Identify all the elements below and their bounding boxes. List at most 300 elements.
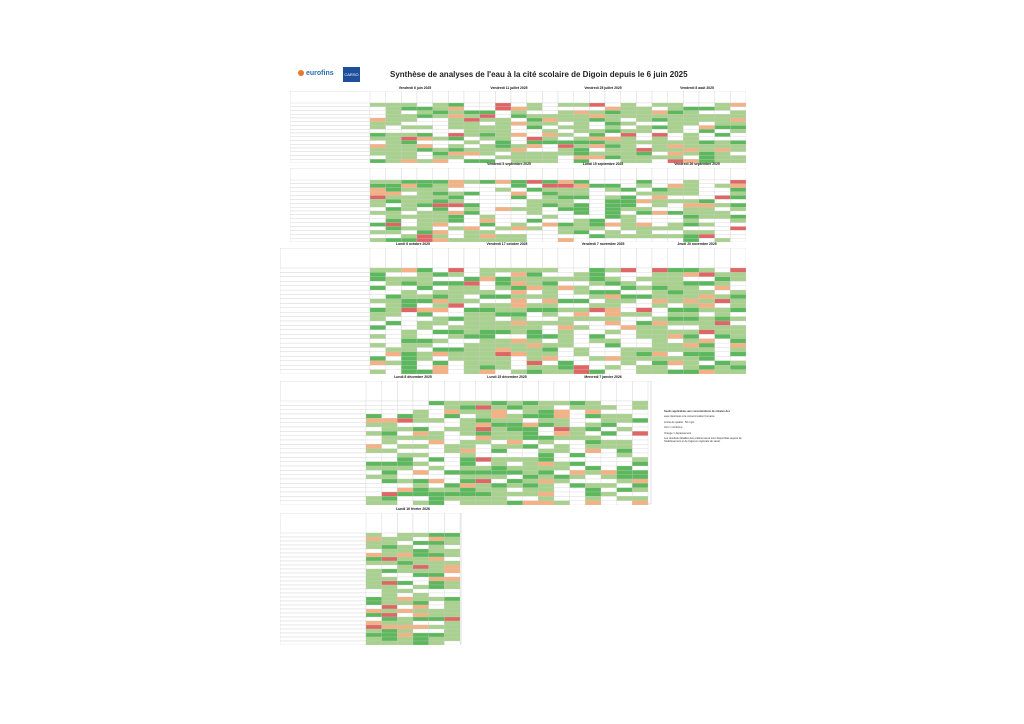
data-cell <box>683 215 699 219</box>
data-cell <box>366 410 382 414</box>
data-cell <box>527 152 543 156</box>
column-header-cell <box>585 381 601 401</box>
data-cell <box>429 496 445 500</box>
data-cell <box>574 184 590 188</box>
column-header-cell <box>413 513 429 533</box>
data-cell <box>558 103 574 107</box>
data-cell <box>523 414 539 418</box>
data-cell <box>730 192 746 196</box>
data-cell <box>574 144 590 148</box>
data-cell <box>574 365 590 369</box>
data-cell <box>511 321 527 325</box>
data-cell <box>401 203 417 207</box>
data-cell <box>417 352 433 356</box>
data-cell <box>730 321 746 325</box>
data-cell <box>413 569 429 573</box>
data-cell <box>605 303 621 307</box>
row-label-cell <box>290 152 370 156</box>
data-cell <box>621 339 637 343</box>
row-label-cell <box>280 436 366 440</box>
data-cell <box>386 141 402 145</box>
data-cell <box>417 286 433 290</box>
data-cell <box>715 111 731 115</box>
data-cell <box>683 356 699 360</box>
data-cell <box>683 230 699 234</box>
data-cell <box>527 230 543 234</box>
row-label-cell <box>290 118 370 122</box>
data-cell <box>715 234 731 238</box>
data-cell <box>511 141 527 145</box>
data-cell <box>370 299 386 303</box>
note-line: Orange = dépassement <box>664 431 692 435</box>
column-header-cell <box>417 91 433 103</box>
data-cell <box>386 207 402 211</box>
data-cell <box>605 321 621 325</box>
data-cell <box>652 295 668 299</box>
data-cell <box>715 156 731 160</box>
data-cell <box>495 352 511 356</box>
data-cell <box>574 192 590 196</box>
data-cell <box>699 312 715 316</box>
data-cell <box>386 223 402 227</box>
section-title: Jeudi 20 novembre 2025 <box>677 242 717 246</box>
data-cell <box>589 219 605 223</box>
data-cell <box>652 223 668 227</box>
row-label-cell <box>280 585 366 589</box>
data-cell <box>589 308 605 312</box>
data-cell <box>699 133 715 137</box>
data-cell <box>386 308 402 312</box>
column-header-cell <box>574 248 590 268</box>
data-cell <box>668 137 684 141</box>
data-cell <box>632 470 648 474</box>
data-cell <box>382 483 398 487</box>
data-cell <box>417 126 433 130</box>
data-cell <box>433 268 449 272</box>
data-cell <box>413 449 429 453</box>
data-cell <box>495 281 511 285</box>
data-cell <box>448 299 464 303</box>
row-label-cell <box>290 207 370 211</box>
data-cell <box>476 427 492 431</box>
data-cell <box>621 188 637 192</box>
data-cell <box>589 203 605 207</box>
data-cell <box>683 361 699 365</box>
data-cell <box>636 325 652 329</box>
data-cell <box>570 483 586 487</box>
data-cell <box>558 281 574 285</box>
data-cell <box>652 334 668 338</box>
data-cell <box>366 449 382 453</box>
column-header-cell <box>511 91 527 103</box>
data-cell <box>589 148 605 152</box>
data-cell <box>542 343 558 347</box>
data-cell <box>444 597 460 601</box>
data-cell <box>382 573 398 577</box>
data-cell <box>527 321 543 325</box>
column-header-cell <box>558 248 574 268</box>
column-header-cell <box>621 168 637 180</box>
data-cell <box>636 207 652 211</box>
row-label-cell <box>280 613 366 617</box>
data-cell <box>527 286 543 290</box>
data-cell <box>464 137 480 141</box>
column-header-cell <box>621 248 637 268</box>
row-label-cell <box>290 227 370 231</box>
data-cell <box>444 466 460 470</box>
data-cell <box>495 111 511 115</box>
data-cell <box>601 483 617 487</box>
data-cell <box>382 597 398 601</box>
column-header-cell <box>480 168 496 180</box>
data-cell <box>527 129 543 133</box>
data-cell <box>632 410 648 414</box>
data-cell <box>527 203 543 207</box>
data-cell <box>464 126 480 130</box>
data-cell <box>523 483 539 487</box>
data-cell <box>621 343 637 347</box>
data-cell <box>574 348 590 352</box>
data-cell <box>538 483 554 487</box>
data-cell <box>715 312 731 316</box>
data-cell <box>715 207 731 211</box>
data-cell <box>448 370 464 374</box>
data-cell <box>730 188 746 192</box>
data-cell <box>538 453 554 457</box>
data-cell <box>511 219 527 223</box>
data-cell <box>370 295 386 299</box>
data-cell <box>589 321 605 325</box>
section-title: Lundi 8 décembre 2025 <box>394 375 432 379</box>
data-cell <box>382 449 398 453</box>
data-cell <box>413 577 429 581</box>
data-cell <box>730 148 746 152</box>
row-label-cell <box>280 414 366 418</box>
data-cell <box>632 492 648 496</box>
data-cell <box>429 593 445 597</box>
data-cell <box>589 295 605 299</box>
data-cell <box>542 277 558 281</box>
data-cell <box>605 365 621 369</box>
data-cell <box>668 356 684 360</box>
data-cell <box>632 457 648 461</box>
data-cell <box>448 111 464 115</box>
data-cell <box>448 133 464 137</box>
data-cell <box>397 440 413 444</box>
data-cell <box>480 141 496 145</box>
row-label-cell <box>290 111 370 115</box>
data-cell <box>683 365 699 369</box>
data-cell <box>570 496 586 500</box>
data-cell <box>382 492 398 496</box>
data-cell <box>401 152 417 156</box>
data-cell <box>386 118 402 122</box>
data-cell <box>386 144 402 148</box>
data-cell <box>511 312 527 316</box>
row-label-cell <box>280 488 366 492</box>
data-cell <box>542 156 558 160</box>
data-cell <box>542 203 558 207</box>
data-cell <box>370 215 386 219</box>
data-cell <box>382 470 398 474</box>
column-header-cell <box>444 513 460 533</box>
data-cell <box>683 192 699 196</box>
data-cell <box>542 295 558 299</box>
row-label-cell <box>280 321 370 325</box>
data-cell <box>401 215 417 219</box>
data-cell <box>444 453 460 457</box>
data-cell <box>444 593 460 597</box>
data-cell <box>652 114 668 118</box>
data-cell <box>558 325 574 329</box>
data-cell <box>382 641 398 645</box>
data-cell <box>683 343 699 347</box>
data-cell <box>448 203 464 207</box>
data-cell <box>511 325 527 329</box>
data-cell <box>683 325 699 329</box>
data-cell <box>413 410 429 414</box>
column-header-cell <box>730 248 746 268</box>
data-cell <box>554 401 570 405</box>
data-cell <box>605 325 621 329</box>
data-cell <box>413 479 429 483</box>
page-title: Synthèse de analyses de l'eau à la cité scolaire de Digoin depuis le 6 juin 2025 <box>390 70 688 79</box>
data-cell <box>589 370 605 374</box>
data-cell <box>558 184 574 188</box>
column-header-cell <box>589 168 605 180</box>
data-cell <box>370 107 386 111</box>
data-cell <box>558 272 574 276</box>
data-cell <box>542 365 558 369</box>
data-cell <box>636 122 652 126</box>
data-cell <box>730 111 746 115</box>
data-cell <box>386 180 402 184</box>
data-cell <box>683 180 699 184</box>
data-cell <box>495 295 511 299</box>
data-cell <box>589 103 605 107</box>
data-cell <box>527 184 543 188</box>
data-cell <box>527 312 543 316</box>
row-label-cell <box>280 629 366 633</box>
data-cell <box>554 453 570 457</box>
row-label-cell <box>290 188 370 192</box>
data-cell <box>527 107 543 111</box>
data-cell <box>448 156 464 160</box>
data-cell <box>652 308 668 312</box>
data-cell <box>558 361 574 365</box>
data-cell <box>366 423 382 427</box>
data-cell <box>527 215 543 219</box>
data-cell <box>652 122 668 126</box>
data-cell <box>699 148 715 152</box>
data-cell <box>382 410 398 414</box>
data-cell <box>605 343 621 347</box>
data-cell <box>527 114 543 118</box>
row-label-cell <box>280 339 370 343</box>
data-cell <box>444 545 460 549</box>
data-cell <box>382 466 398 470</box>
data-cell <box>444 492 460 496</box>
data-cell <box>366 457 382 461</box>
data-cell <box>448 356 464 360</box>
data-cell <box>527 299 543 303</box>
data-cell <box>382 589 398 593</box>
data-cell <box>433 223 449 227</box>
data-cell <box>480 303 496 307</box>
data-cell <box>433 325 449 329</box>
note-line: Vert = conforme <box>664 426 683 430</box>
data-cell <box>366 470 382 474</box>
data-cell <box>366 553 382 557</box>
data-cell <box>495 299 511 303</box>
data-cell <box>542 141 558 145</box>
data-cell <box>464 330 480 334</box>
data-cell <box>413 453 429 457</box>
data-cell <box>397 479 413 483</box>
data-cell <box>429 633 445 637</box>
data-cell <box>554 418 570 422</box>
data-cell <box>495 365 511 369</box>
data-cell <box>444 414 460 418</box>
data-cell <box>523 457 539 461</box>
data-cell <box>558 356 574 360</box>
data-cell <box>417 230 433 234</box>
data-cell <box>382 541 398 545</box>
data-cell <box>495 370 511 374</box>
data-cell <box>652 156 668 160</box>
data-cell <box>523 423 539 427</box>
data-cell <box>444 569 460 573</box>
data-cell <box>589 156 605 160</box>
data-cell <box>699 290 715 294</box>
column-header-cell <box>574 168 590 180</box>
data-cell <box>589 122 605 126</box>
data-cell <box>511 290 527 294</box>
data-cell <box>730 230 746 234</box>
data-cell <box>554 444 570 448</box>
section-title: Lundi 15 septembre 2025 <box>582 162 624 166</box>
data-cell <box>386 129 402 133</box>
row-label-cell <box>280 541 366 545</box>
data-cell <box>574 103 590 107</box>
data-cell <box>417 295 433 299</box>
data-cell <box>397 496 413 500</box>
data-cell <box>382 414 398 418</box>
data-cell <box>621 180 637 184</box>
data-cell <box>636 321 652 325</box>
data-cell <box>558 348 574 352</box>
data-cell <box>574 370 590 374</box>
section-title: Vendredi 25 juillet 2025 <box>584 86 622 90</box>
data-cell <box>397 601 413 605</box>
data-cell <box>574 180 590 184</box>
data-cell <box>589 272 605 276</box>
data-cell <box>366 557 382 561</box>
data-cell <box>386 152 402 156</box>
column-header-cell <box>621 91 637 103</box>
data-cell <box>401 290 417 294</box>
data-cell <box>570 431 586 435</box>
data-cell <box>444 427 460 431</box>
data-cell <box>730 277 746 281</box>
data-cell <box>433 180 449 184</box>
data-cell <box>401 118 417 122</box>
data-cell <box>527 196 543 200</box>
data-cell <box>511 215 527 219</box>
data-cell <box>601 492 617 496</box>
column-header-cell <box>574 91 590 103</box>
data-cell <box>621 196 637 200</box>
data-cell <box>683 219 699 223</box>
data-cell <box>636 137 652 141</box>
column-header-cell <box>605 168 621 180</box>
data-cell <box>417 277 433 281</box>
data-cell <box>558 107 574 111</box>
data-cell <box>554 466 570 470</box>
data-cell <box>433 286 449 290</box>
data-cell <box>429 629 445 633</box>
data-cell <box>574 268 590 272</box>
data-cell <box>401 207 417 211</box>
data-cell <box>417 133 433 137</box>
data-cell <box>527 144 543 148</box>
data-cell <box>433 290 449 294</box>
data-cell <box>476 414 492 418</box>
data-cell <box>397 410 413 414</box>
data-cell <box>527 126 543 130</box>
row-label-cell <box>280 617 366 621</box>
data-cell <box>448 308 464 312</box>
data-cell <box>401 156 417 160</box>
data-cell <box>730 281 746 285</box>
data-cell <box>570 457 586 461</box>
data-cell <box>636 144 652 148</box>
data-cell <box>386 111 402 115</box>
data-cell <box>570 423 586 427</box>
data-cell <box>683 330 699 334</box>
data-cell <box>417 317 433 321</box>
data-cell <box>476 423 492 427</box>
data-cell <box>652 215 668 219</box>
data-cell <box>652 343 668 347</box>
data-cell <box>715 118 731 122</box>
data-cell <box>417 199 433 203</box>
data-cell <box>605 129 621 133</box>
data-cell <box>542 129 558 133</box>
data-cell <box>366 581 382 585</box>
data-cell <box>495 180 511 184</box>
column-header-cell <box>386 168 402 180</box>
data-cell <box>699 330 715 334</box>
data-cell <box>476 457 492 461</box>
data-cell <box>464 219 480 223</box>
column-header-cell <box>730 91 746 103</box>
row-label-cell <box>290 203 370 207</box>
data-cell <box>699 286 715 290</box>
data-cell <box>448 144 464 148</box>
data-cell <box>652 356 668 360</box>
data-cell <box>476 462 492 466</box>
data-cell <box>523 479 539 483</box>
data-cell <box>652 199 668 203</box>
data-cell <box>413 601 429 605</box>
data-cell <box>464 277 480 281</box>
data-cell <box>605 234 621 238</box>
data-cell <box>464 223 480 227</box>
data-cell <box>417 203 433 207</box>
data-cell <box>715 356 731 360</box>
row-label-cell <box>290 223 370 227</box>
